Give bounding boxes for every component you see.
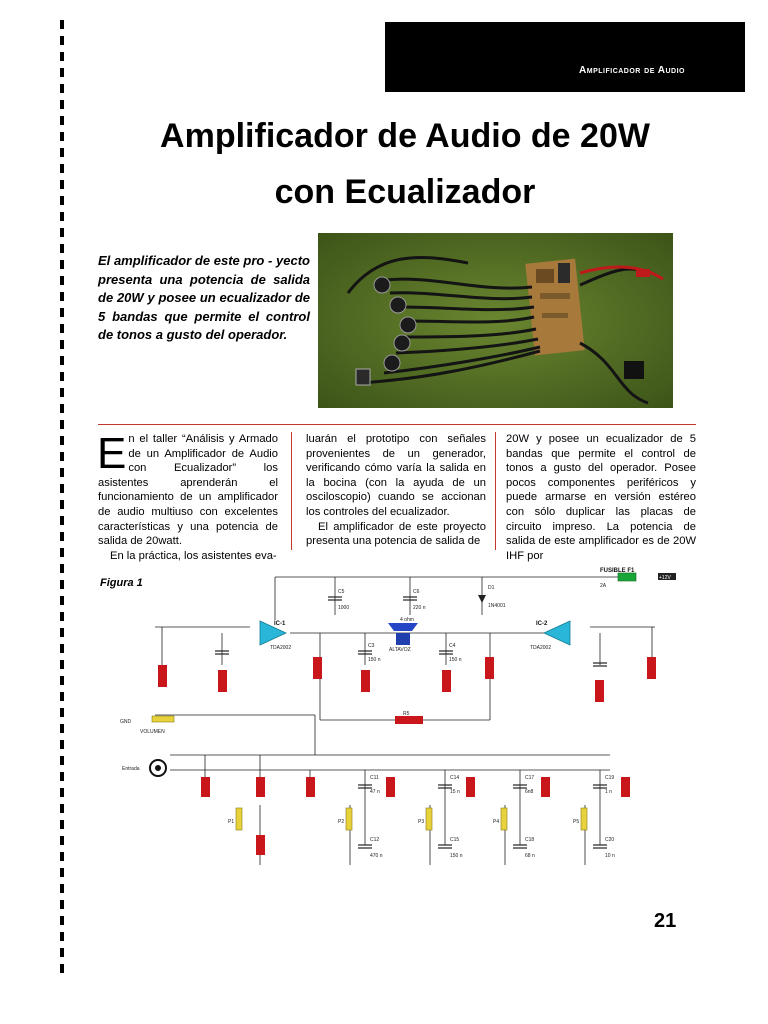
c11-value: 47 n — [370, 789, 380, 795]
c18-value: 68 n — [525, 853, 535, 859]
column-1-paragraph-1 — [97, 429, 278, 549]
ground-label: GND — [120, 719, 132, 725]
column-1-paragraph-1-text: n el taller “Análisis y Armado de un Amplificador de Audio con Ecualizador” los asistentes aprenderán el funcionamiento de un amplificador de audio multiuso con excelentes características y una potencia de salida de 20watt. — [98, 433, 278, 548]
fuse-rating-label: 2A — [600, 583, 607, 589]
p1-label: P1 — [228, 819, 235, 825]
article-title — [70, 108, 740, 220]
section-divider-rule — [98, 424, 696, 425]
d1-label: D1 — [488, 585, 495, 591]
volume-label: VOLUMEN — [140, 729, 165, 735]
c17-value: 6n8 — [525, 789, 534, 795]
ic1-label: IC-1 — [274, 621, 286, 627]
article-column-3 — [506, 432, 696, 562]
speaker-label: ALTAVOZ — [389, 647, 411, 653]
c19-value: 1 n — [605, 789, 612, 795]
c20-value: 10 n — [605, 853, 615, 859]
section-header-label: Amplificador de Audio — [579, 65, 685, 76]
supply-label: +12V — [659, 575, 671, 581]
column-separator — [291, 432, 292, 550]
p4-label: P4 — [493, 819, 500, 825]
fuse-label: FUSIBLE F1 — [600, 568, 635, 574]
page-dashed-border — [60, 20, 64, 975]
p5-label: P5 — [573, 819, 580, 825]
column-2-paragraph-1: luarán el prototipo con señales provenientes de un generador, verificando cómo varía la salida en la bocina (con la ayuda de un osciloscopio) cuando se accionan los controles del ecualizador. — [306, 433, 486, 518]
c14-label: C14 — [450, 775, 460, 781]
c15-label: C15 — [450, 837, 460, 843]
ic1-part-label: TDA2002 — [270, 645, 292, 651]
p3-label: P3 — [418, 819, 425, 825]
c17-label: C17 — [525, 775, 535, 781]
intro-summary: El amplificador de este pro - yecto presenta una potencia de salida de 20W y posee un ecualizador de 5 bandas que permite el control de tonos a gusto del operador. — [98, 253, 310, 342]
column-2-paragraph-2: El amplificador de este proyecto presenta una potencia de salida de — [306, 520, 486, 548]
c20-label: C20 — [605, 837, 615, 843]
column-separator — [495, 432, 496, 550]
column-3-paragraph-1: 20W y posee un ecualizador de 5 bandas que permite el control de tonos a gusto del operador. Posee pocos componentes periféricos y puede armarse en versión estéreo con sólo duplicar las placas de circuito impreso. La potencia de salida de este amplificador es de 20W IHF por — [506, 433, 696, 562]
c4-label: C4 — [449, 643, 456, 649]
c5-label: C5 — [338, 589, 345, 595]
figure-label: Figura 1 — [100, 577, 143, 589]
c5-value: 1000 — [338, 605, 350, 611]
article-title-line-2: con Ecualizador — [274, 173, 536, 211]
c11-label: C11 — [370, 775, 379, 781]
circuit-schematic — [110, 565, 690, 885]
speaker-impedance-label: 4 ohm — [400, 617, 414, 623]
article-title-line-1: Amplificador de Audio de 20W — [160, 117, 650, 155]
c14-value: 15 n — [450, 789, 460, 795]
amplifier-photo-image — [318, 233, 673, 408]
circuit-schematic-drawing — [110, 565, 690, 885]
input-label: Entrada — [122, 766, 140, 772]
section-header — [385, 22, 745, 92]
d1-part-label: 1N4001 — [488, 603, 506, 609]
c18-label: C18 — [525, 837, 535, 843]
c12-label: C12 — [370, 837, 380, 843]
article-column-1 — [97, 429, 278, 562]
page-number: 21 — [654, 910, 677, 932]
amplifier-photo — [318, 233, 673, 408]
c6-label: C6 — [413, 589, 420, 595]
article-body — [97, 429, 696, 562]
c3-label: C3 — [368, 643, 375, 649]
c19-label: C19 — [605, 775, 615, 781]
c4-value: 150 n — [449, 657, 462, 663]
r5-label: R5 — [403, 711, 410, 717]
c6-value: 220 n — [413, 605, 426, 611]
c3-value: 150 n — [368, 657, 381, 663]
ic2-part-label: TDA2002 — [530, 645, 552, 651]
ic2-label: IC-2 — [536, 621, 548, 627]
p2-label: P2 — [338, 819, 345, 825]
drop-cap: E — [97, 429, 127, 478]
article-column-2 — [306, 432, 486, 550]
column-1-paragraph-2: En la práctica, los asistentes eva- — [110, 549, 277, 562]
c15-value: 150 n — [450, 853, 463, 859]
c12-value: 470 n — [370, 853, 383, 859]
